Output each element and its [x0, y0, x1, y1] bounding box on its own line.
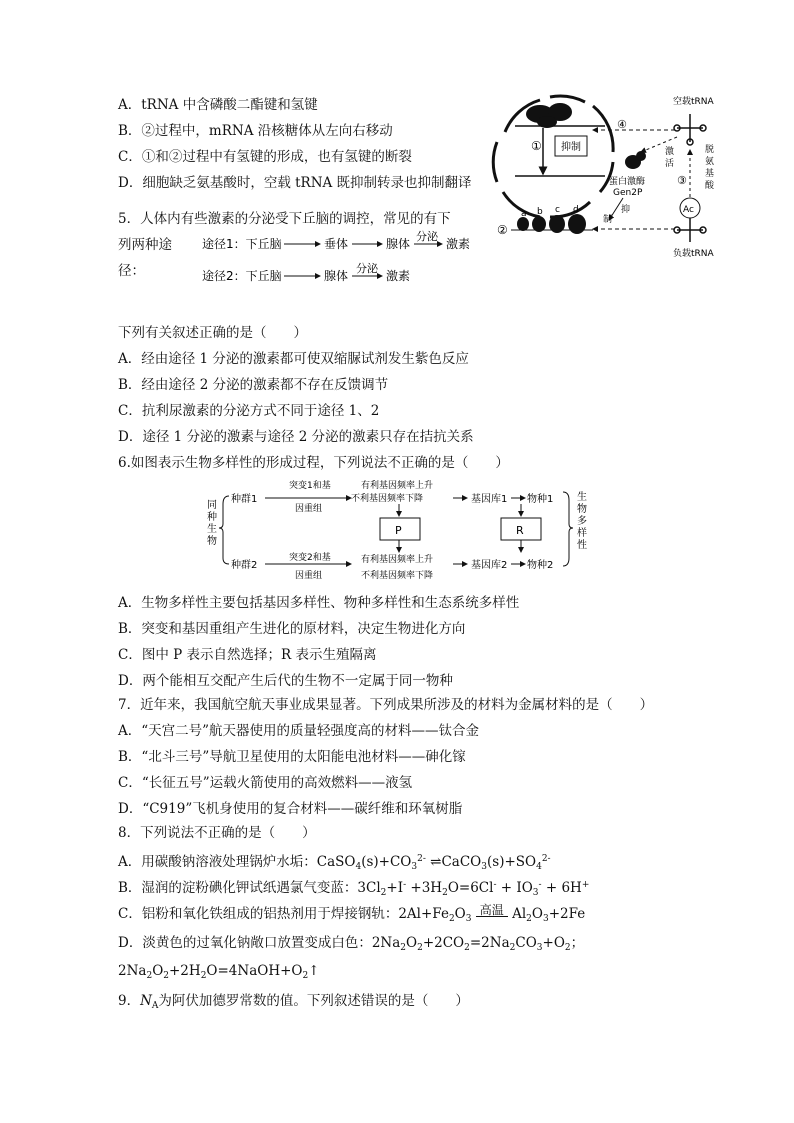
- q4-option-b: B．②过程中，mRNA 沿核糖体从左向右移动: [118, 123, 393, 139]
- freq-up-1: 有利基因频率上升: [361, 481, 434, 491]
- right-3: 多: [577, 516, 587, 527]
- q9-stem: [118, 992, 469, 1015]
- label-p: P: [395, 524, 402, 537]
- path1-node-2: 垂体: [324, 237, 349, 251]
- left-1: 同: [207, 500, 217, 511]
- q5-question: 下列有关叙述正确的是（ ）: [118, 325, 307, 341]
- right-5: 性: [577, 540, 587, 551]
- q8-d-text: D．淡黄色的过氧化钠敞口放置变成白色：: [118, 935, 372, 951]
- deacyl-4: 酸: [705, 181, 715, 191]
- mut1a: 突变1和基: [289, 481, 331, 491]
- mut1b: 因重组: [295, 504, 323, 514]
- q7-option-d: D．“C919”飞机身使用的复合材料——碳纤维和环氧树脂: [118, 801, 463, 817]
- left-2: 种: [207, 512, 217, 523]
- activate-label-2: 活: [665, 159, 675, 169]
- protein-kinase-icon: [625, 151, 646, 169]
- path1-secrete: 分泌: [416, 230, 438, 243]
- process-3-label: ③: [677, 174, 687, 187]
- q8-option-a: [118, 850, 551, 876]
- pop2: 种群2: [231, 560, 258, 571]
- mut2b: 因重组: [295, 571, 323, 581]
- right-4: 样: [577, 528, 587, 539]
- process-1-label: ①: [531, 139, 542, 153]
- left-4: 物: [207, 536, 217, 547]
- gene-label: Gen2P: [613, 188, 643, 198]
- dna-chromatin-icon: [526, 103, 572, 128]
- q5-stem-3: 径：: [118, 263, 145, 279]
- q9-na: N: [140, 993, 152, 1009]
- sp1: 物种1: [527, 494, 554, 505]
- deacyl-2: 氨: [705, 157, 715, 167]
- activate-label-1: 激: [665, 147, 675, 157]
- left-3: 生: [207, 524, 217, 535]
- loaded-trna-icon: [674, 218, 706, 242]
- q4-option-c: C．①和②过程中有氢键的形成，也有氢键的断裂: [118, 149, 412, 165]
- ribo-a: a: [521, 209, 527, 219]
- path2-start: 途径2：下丘脑: [202, 269, 282, 283]
- pool2: 基因库2: [471, 560, 508, 571]
- q5-stem-1: 5．人体内有些激素的分泌受下丘脑的调控，常见的有下: [118, 211, 451, 227]
- q9-num: 9．: [118, 993, 141, 1009]
- q5-option-a: A．经由途径 1 分泌的激素都可使双缩脲试剂发生紫色反应: [118, 351, 469, 367]
- path2-node-2: 腺体: [324, 269, 349, 283]
- q7-option-c: C．“长征五号”运载火箭使用的高效燃料——液氢: [118, 775, 413, 791]
- mut2a: 突变2和基: [289, 553, 331, 563]
- q8-a-equation: $CaSO_4(s)+CO_3^{2-}$ $\rightleftharpoons CaCO_3(s)+SO_4^{2-}$: [316, 854, 551, 872]
- q8-option-c: [118, 904, 585, 928]
- deacyl-3: 基: [705, 169, 715, 179]
- q8-c-condition: 高温: [476, 904, 508, 917]
- process-4-label: ④: [617, 118, 627, 131]
- q5-stem-2: 列两种途: [118, 237, 172, 253]
- q6-option-d: D．两个能相互交配产生后代的生物不一定属于同一物种: [118, 673, 453, 689]
- q6-option-b: B．突变和基因重组产生进化的原材料，决定生物进化方向: [118, 621, 466, 637]
- path2-end: 激素: [386, 269, 411, 283]
- biodiversity-diagram: [205, 478, 605, 586]
- q8-option-d: [118, 934, 584, 957]
- freq-down-2: 不利基因频率下降: [361, 571, 434, 581]
- empty-trna-label: 空载tRNA: [673, 97, 714, 107]
- path1-node-3: 腺体: [386, 237, 411, 251]
- path2-secrete: 分泌: [356, 262, 378, 275]
- ribo-d: d: [573, 205, 579, 215]
- ribo-b: b: [537, 207, 543, 217]
- q8-d-equation-2: $2Na_2O_2+2H_2O=4NaOH+O_2↑$: [118, 963, 320, 981]
- q4-option-d: D．细胞缺乏氨基酸时，空载 tRNA 既抑制转录也抑制翻译: [118, 175, 472, 191]
- q7-stem: 7．近年来，我国航空航天事业成果显著。下列成果所涉及的材料为金属材料的是（ ）: [118, 697, 654, 713]
- q7-option-a: A．“天宫二号”航天器使用的质量轻强度高的材料——钛合金: [118, 723, 480, 739]
- q5-option-c: C．抗利尿激素的分泌方式不同于途径 1、2: [118, 403, 380, 419]
- freq-up-2: 有利基因频率上升: [361, 555, 434, 565]
- q8-stem: 8．下列说法不正确的是（ ）: [118, 825, 316, 841]
- ribo-c: c: [555, 205, 560, 215]
- q7-option-b: B．“北斗三号”导航卫星使用的太阳能电池材料——砷化镓: [118, 749, 466, 765]
- kinase-label: 蛋白激酶: [609, 177, 646, 187]
- pop1: 种群1: [231, 494, 258, 505]
- q6-option-a: A．生物多样性主要包括基因多样性、物种多样性和生态系统多样性: [118, 595, 520, 611]
- process-2-label: ②: [497, 223, 508, 237]
- right-1: 生: [577, 492, 587, 503]
- path1-start: 途径1：下丘脑: [202, 237, 282, 251]
- q6-stem: 6.如图表示生物多样性的形成过程，下列说法不正确的是（ ）: [118, 455, 509, 471]
- q8-d-equation-1: $2Na_2O_2+2CO_2=2Na_2CO_3+O_2$；: [371, 935, 585, 953]
- pool1: 基因库1: [471, 494, 508, 505]
- path1-end: 激素: [446, 237, 471, 251]
- q8-c-equation: $2Al+Fe_2O_3$ 高温 $Al_2O_3+2Fe$: [398, 903, 586, 924]
- q8-b-text: B．湿润的淀粉碘化钾试纸遇氯气变蓝：: [118, 880, 358, 896]
- hormone-pathways: [202, 230, 482, 290]
- inhibit-label: 抑制: [561, 142, 581, 153]
- label-r: R: [516, 524, 524, 537]
- q8-c-text: C．铝粉和氧化铁组成的铝热剂用于焊接钢轨：: [118, 906, 399, 922]
- deacyl-1: 脱: [705, 145, 715, 155]
- q9-na-sub: A: [151, 1001, 159, 1011]
- q5-option-b: B．经由途径 2 分泌的激素都不存在反馈调节: [118, 377, 389, 393]
- inhibit-2b: 制: [603, 215, 613, 225]
- empty-trna-icon: [674, 114, 706, 145]
- q9-text: 为阿伏加德罗常数的值。下列叙述错误的是（ ）: [158, 993, 469, 1009]
- q6-option-c: C．图中 P 表示自然选择；R 表示生殖隔离: [118, 647, 377, 663]
- freq-down-1: 不利基因频率下降: [351, 494, 424, 504]
- q5-option-d: D．途径 1 分泌的激素与途径 2 分泌的激素只存在拮抗关系: [118, 429, 474, 445]
- q8-option-b: [118, 876, 589, 902]
- sp2: 物种2: [527, 560, 554, 571]
- trna-regulation-diagram: [485, 92, 725, 262]
- right-2: 物: [577, 504, 587, 515]
- loaded-trna-label: 负载tRNA: [673, 249, 714, 259]
- right-brace: [563, 492, 573, 566]
- q4-option-a: A．tRNA 中含磷酸二酯键和氢键: [118, 97, 318, 113]
- q8-a-text: A．用碳酸钠溶液处理锅炉水垢：: [118, 854, 317, 870]
- left-brace: [219, 496, 229, 564]
- ac-label: Ac: [683, 205, 694, 215]
- inhibit-2a: 抑: [621, 205, 631, 215]
- q8-b-equation: $3Cl_2+I^- +3H_2O=6Cl^- + IO_3^- + 6H^+$: [357, 880, 590, 898]
